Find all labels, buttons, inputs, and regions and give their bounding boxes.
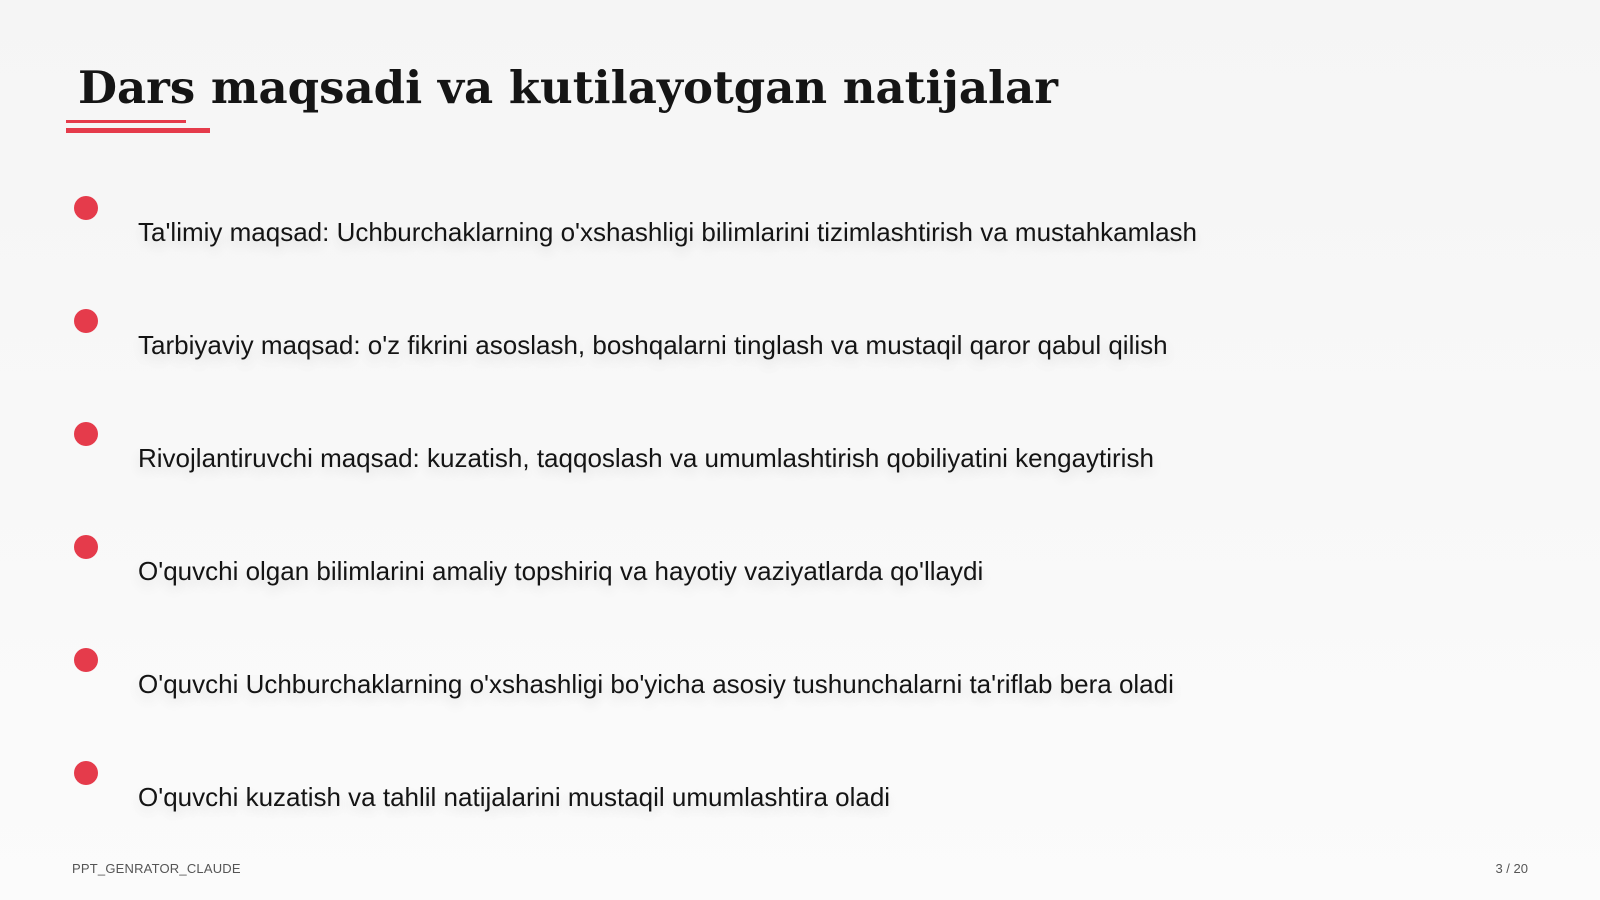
bullet-text: O'quvchi olgan bilimlarini amaliy topshiriq va hayotiy vaziyatlarda qo'llaydi [138,556,984,586]
bullet-item [0,196,1600,256]
bullet-dot-icon [74,535,98,559]
title-underline [66,120,210,134]
bullet-text: O'quvchi Uchburchaklarning o'xshashligi bo'yicha asosiy tushunchalarni ta'riflab bera oladi [138,669,1174,699]
footer-source-label: PPT_GENRATOR_CLAUDE [72,861,241,876]
bullet-item [0,535,1600,595]
bullet-dot-icon [74,648,98,672]
bullet-dot-icon [74,309,98,333]
title-underline-thin-bar [66,120,186,123]
bullet-item [0,648,1600,708]
page-number: 3 / 20 [1495,861,1528,876]
bullet-text: Tarbiyaviy maqsad: o'z fikrini asoslash, boshqalarni tinglash va mustaqil qaror qabul qilish [138,330,1168,360]
slide-title: Dars maqsadi va kutilayotgan natijalar [78,61,1058,114]
bullet-item [0,309,1600,369]
bullet-dot-icon [74,422,98,446]
bullet-item [0,761,1600,821]
bullet-text: Ta'limiy maqsad: Uchburchaklarning o'xshashligi bilimlarini tizimlashtirish va mustahkamlash [138,217,1197,247]
bullet-item [0,422,1600,482]
bullet-dot-icon [74,761,98,785]
title-underline-thick-bar [66,128,210,133]
bullet-text: O'quvchi kuzatish va tahlil natijalarini mustaqil umumlashtira oladi [138,782,891,812]
bullet-text: Rivojlantiruvchi maqsad: kuzatish, taqqoslash va umumlashtirish qobiliyatini kengaytirish [138,443,1154,473]
bullet-dot-icon [74,196,98,220]
